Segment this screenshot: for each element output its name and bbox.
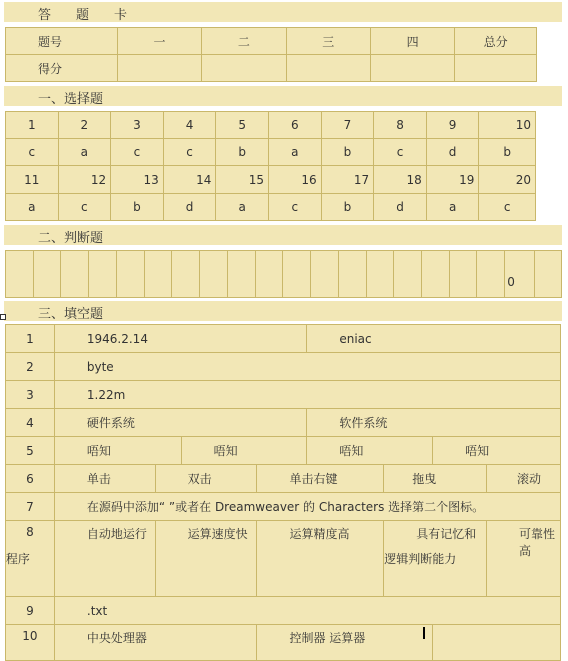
blank-answer[interactable] [384,521,487,597]
blank-answer-line: 具有记忆和 [416,527,477,541]
choice-number: 17 [321,166,374,194]
blank-answer[interactable]: 运算精度高 [257,521,384,597]
blank-number: 6 [6,465,55,493]
choice-answer[interactable]: c [374,139,427,166]
score-cell[interactable] [455,55,537,82]
blank-answer[interactable]: 控制器 运算器 [257,625,433,661]
choice-answer[interactable]: b [321,139,374,166]
judgement-cell[interactable]: 0 [505,251,535,298]
blank-answer[interactable]: 硬件系统 [54,409,306,437]
judgement-cell[interactable] [61,251,89,298]
choice-number: 9 [426,112,479,139]
score-table [5,27,537,82]
blank-number: 8 [6,521,55,597]
score-header-cell: 四 [370,28,454,55]
blank-answer[interactable]: 唔知 [307,437,433,465]
blank-answer[interactable]: 双击 [155,465,257,493]
judgement-cell[interactable] [89,251,117,298]
judgement-cell[interactable] [116,251,144,298]
section2-title: 二、判断题 [38,231,104,246]
choice-number: 2 [58,112,111,139]
choice-number: 15 [216,166,269,194]
blank-answer[interactable] [5,521,155,597]
choice-number: 13 [111,166,164,194]
blank-answer[interactable]: 可靠性高 [487,521,561,597]
judgement-cell[interactable] [227,251,255,298]
choice-answer[interactable]: d [374,194,427,221]
answer-card-header [4,2,562,22]
score-cell[interactable] [202,55,286,82]
blank-answer[interactable]: 唔知 [54,437,181,465]
blank-number: 4 [6,409,55,437]
blank-answer-wrap: 逻辑判断能力 [384,552,457,566]
choice-number: 4 [163,112,216,139]
judgement-cell[interactable] [394,251,422,298]
judgement-cell[interactable] [422,251,450,298]
judgement-cell[interactable] [33,251,61,298]
blank-answer-line: 自动地运行 [86,527,147,541]
judgement-cell[interactable] [144,251,172,298]
score-cell[interactable] [286,55,370,82]
blank-answer[interactable]: 1946.2.14 [54,325,306,353]
blank-answer[interactable]: 在源码中添加“ ”或者在 Dreamweaver 的 Characters 选择第二个图标。 [54,493,560,521]
choice-number: 20 [479,166,536,194]
choice-number: 7 [321,112,374,139]
blank-answer-wrap: 程序 [5,552,30,566]
score-cell[interactable] [117,55,201,82]
choice-answer[interactable]: b [216,139,269,166]
score-header-cell: 总分 [455,28,537,55]
choice-number: 16 [268,166,321,194]
score-header-cell: 题号 [6,28,118,55]
fill-blank-table [5,324,561,661]
blank-answer[interactable] [433,625,561,661]
choice-answer[interactable]: c [111,139,164,166]
judgement-cell[interactable] [200,251,228,298]
blank-answer[interactable]: 唔知 [433,437,561,465]
blank-answer[interactable]: 单击右键 [257,465,384,493]
text-cursor [423,627,425,639]
table-move-handle[interactable] [0,314,6,320]
section1-header [4,86,562,106]
blank-answer[interactable]: 拖曳 [384,465,487,493]
blank-number: 10 [6,625,55,661]
judgement-cell[interactable] [283,251,311,298]
blank-answer[interactable]: 中央处理器 [54,625,257,661]
choice-number: 11 [6,166,59,194]
blank-answer[interactable]: eniac [307,325,561,353]
judgement-cell[interactable] [172,251,200,298]
choice-number: 6 [268,112,321,139]
judgement-cell[interactable] [477,251,505,298]
section3-title: 三、填空题 [38,307,104,322]
choice-number: 1 [6,112,59,139]
blank-number: 7 [6,493,55,521]
choice-number: 12 [58,166,111,194]
choice-answer[interactable]: a [268,139,321,166]
choice-answer[interactable]: a [426,194,479,221]
blank-answer[interactable]: byte [54,353,560,381]
choice-answer[interactable]: a [6,194,59,221]
blank-number: 9 [6,597,55,625]
choice-answer[interactable]: d [163,194,216,221]
choice-answer[interactable]: c [479,194,536,221]
choice-number: 5 [216,112,269,139]
choice-number: 8 [374,112,427,139]
blank-number: 1 [6,325,55,353]
blank-answer[interactable]: .txt [54,597,560,625]
blank-answer[interactable]: 1.22m [54,381,560,409]
score-header-cell: 一 [117,28,201,55]
blank-number: 2 [6,353,55,381]
judgement-cell[interactable] [338,251,366,298]
judgement-cell[interactable] [449,251,477,298]
section2-header [4,225,562,245]
blank-answer[interactable]: 单击 [54,465,155,493]
choice-number: 10 [479,112,536,139]
section1-title: 一、选择题 [38,92,104,107]
judgement-table [5,250,562,298]
answer-card-title: 答 题 卡 [38,8,134,23]
choice-table [5,111,536,221]
choice-number: 18 [374,166,427,194]
choice-answer[interactable]: d [426,139,479,166]
choice-answer[interactable]: c [58,194,111,221]
choice-answer[interactable]: a [58,139,111,166]
choice-answer[interactable]: b [321,194,374,221]
choice-answer[interactable]: c [268,194,321,221]
choice-answer[interactable]: b [479,139,536,166]
choice-answer[interactable]: c [163,139,216,166]
blank-number: 5 [6,437,55,465]
score-header-cell: 二 [202,28,286,55]
choice-number: 19 [426,166,479,194]
choice-answer[interactable]: a [216,194,269,221]
choice-number: 3 [111,112,164,139]
judgement-cell[interactable] [255,251,283,298]
choice-answer[interactable]: c [6,139,59,166]
judgement-cell[interactable] [6,251,34,298]
blank-answer[interactable]: 运算速度快 [155,521,257,597]
blank-answer[interactable]: 唔知 [181,437,307,465]
blank-number: 3 [6,381,55,409]
judgement-cell[interactable] [535,251,562,298]
score-header-cell: 三 [286,28,370,55]
section3-header [4,301,562,321]
choice-number: 14 [163,166,216,194]
blank-answer[interactable]: 软件系统 [307,409,561,437]
blank-answer[interactable]: 滚动 [487,465,561,493]
score-cell[interactable] [370,55,454,82]
score-row-label: 得分 [6,55,118,82]
judgement-cell[interactable] [311,251,339,298]
judgement-cell[interactable] [366,251,394,298]
choice-answer[interactable]: b [111,194,164,221]
